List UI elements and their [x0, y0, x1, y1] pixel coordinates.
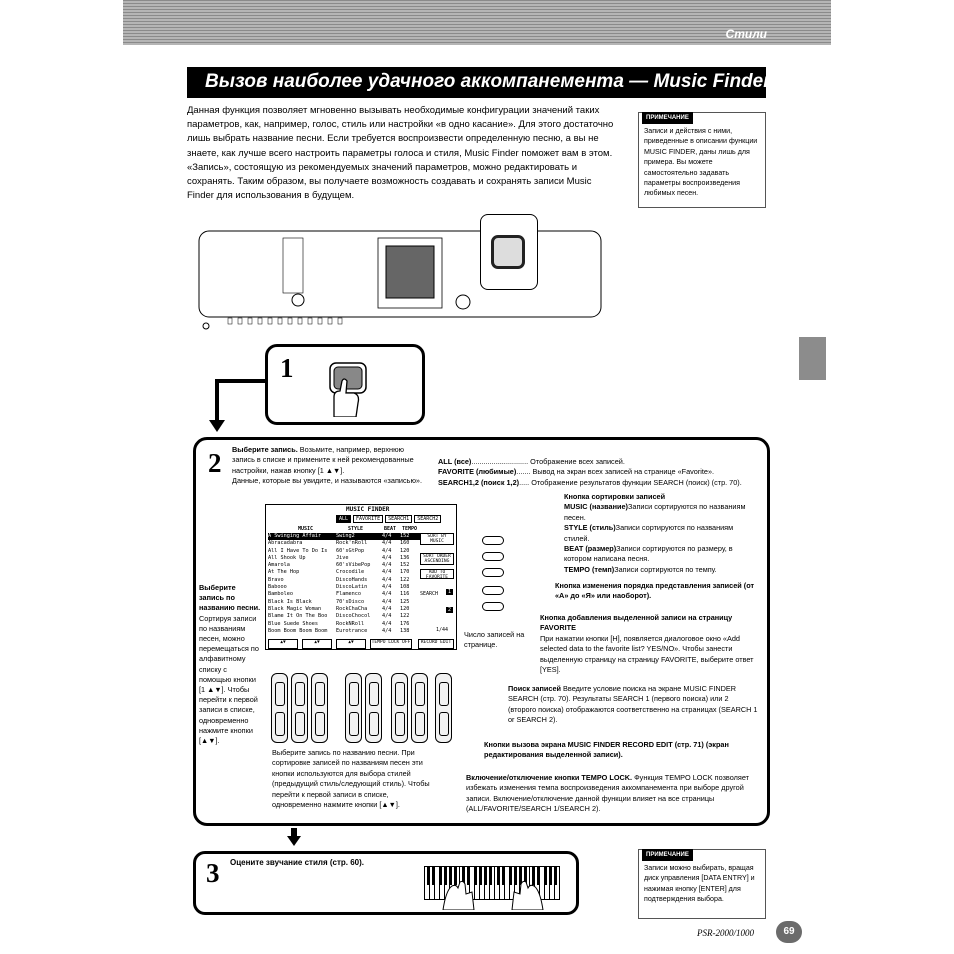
- table-cell: Boom Boom Boom Boom: [268, 627, 328, 634]
- page-number: 69: [776, 921, 802, 943]
- sort-beat-desc: Записи сортируются по размеру, в котором написана песня.: [564, 544, 733, 564]
- table-cell: 60'sGtPop: [336, 547, 365, 554]
- sort-beat-label: BEAT (размер): [564, 544, 617, 554]
- table-cell: All I Have To Do Is: [268, 547, 328, 554]
- sort-by-button[interactable]: SORT BY MUSIC: [420, 533, 454, 545]
- updown-button-3[interactable]: ▲▼: [336, 639, 366, 649]
- column-header: BEAT: [384, 526, 397, 532]
- step-number: 1: [280, 353, 294, 383]
- table-cell: Black Magic Woman: [268, 605, 322, 612]
- sort-music-desc: Записи сортируются по названиям песен.: [564, 502, 746, 522]
- search-label: SEARCH: [420, 591, 439, 597]
- table-cell: 4/4: [382, 613, 392, 620]
- search-label: SEARCH1,2 (поиск 1,2): [438, 477, 520, 487]
- table-cell: Bravo: [268, 576, 284, 583]
- table-cell: A Swinging Affair: [268, 533, 322, 539]
- panel-button[interactable]: [291, 673, 308, 743]
- arrow-down-icon: [287, 828, 301, 848]
- table-row[interactable]: [268, 577, 420, 584]
- updown-button-1[interactable]: ▲▼: [268, 639, 298, 649]
- table-row[interactable]: [268, 584, 420, 591]
- table-cell: 4/4: [382, 591, 392, 598]
- step-number: 3: [206, 858, 220, 888]
- button-illustration: [491, 235, 525, 269]
- table-cell: 152: [400, 562, 410, 569]
- table-cell: 176: [400, 620, 410, 627]
- table-cell: DiscoLatin: [336, 584, 368, 591]
- tab-favorite[interactable]: FAVORITE: [353, 515, 383, 523]
- table-cell: At The Hop: [268, 569, 300, 576]
- table-row[interactable]: [268, 606, 420, 613]
- table-cell: Flamenco: [336, 591, 361, 598]
- table-cell: 136: [400, 554, 410, 561]
- all-label: ALL (все): [438, 457, 472, 466]
- table-cell: RockNRoll: [336, 620, 365, 627]
- column-header: STYLE: [348, 526, 364, 532]
- note-box-2: [638, 849, 766, 919]
- table-cell: 160: [400, 540, 410, 547]
- table-row[interactable]: [268, 569, 420, 576]
- sort-tempo-label: TEMPO (темп): [564, 564, 615, 574]
- screen-title: MUSIC FINDER: [346, 506, 390, 513]
- panel-button[interactable]: [365, 673, 382, 743]
- table-cell: DiscoChocol: [336, 613, 371, 620]
- intro-paragraph: Данная функция позволяет мгновенно вызывать необходимые конфигурации значений таких параметров, как, например, голос, стиль или настройки «в одно касание». Для этого достаточно лишь выбрать название песни. Если требуется воспроизвести определенную песню, а вы не знаете, как лучше всего настроить параметры голоса и стиля, Music Finder поможет вам в этом. «Запись», состоящую из рекомендуемых значений параметров, можно редактировать и сохранять. Таким образом, вы получаете возможность создавать и сохранять записи Music Finder для использования в будущем.: [187, 105, 614, 202]
- count-description: Число записей на странице.: [464, 630, 525, 650]
- table-row[interactable]: [268, 562, 420, 569]
- table-cell: 122: [400, 613, 410, 620]
- left-title: Выберите запись по названию песни.: [199, 583, 261, 613]
- search-text: Введите условие поиска на экране MUSIC FINDER SEARCH (стр. 70). Результаты SEARCH 1 (первого поиска) или 2 (второго поиска) отображаются соответственно на страницах (SEARCH 1 or SEARCH 2).: [508, 684, 758, 725]
- table-row[interactable]: [268, 628, 420, 635]
- table-cell: 4/4: [382, 605, 392, 612]
- table-cell: Abracadabra: [268, 540, 303, 547]
- order-description: Кнопка изменения порядка представления записей (от «А» до «Я» или наоборот).: [555, 581, 755, 601]
- table-row[interactable]: [268, 613, 420, 620]
- search-2-button[interactable]: 2: [448, 607, 452, 613]
- favorite-add-text: При нажатии кнопки [H], появляется диалоговое окно «Add selected data to the favorite list? YES/NO». Чтобы занести выделенную страницу на страницу FAVORITE, выберите ответ [YES].: [540, 633, 754, 675]
- tab-search1[interactable]: SEARCH1: [385, 515, 412, 523]
- table-cell: Rock'nRoll: [336, 540, 368, 547]
- table-cell: Jive: [336, 554, 349, 561]
- table-cell: Amarola: [268, 562, 290, 569]
- panel-button[interactable]: [435, 673, 452, 743]
- table-cell: 116: [400, 591, 410, 598]
- panel-zoom-callout: [480, 214, 538, 290]
- panel-button[interactable]: [311, 673, 328, 743]
- panel-button[interactable]: [391, 673, 408, 743]
- table-cell: 152: [400, 533, 410, 539]
- table-cell: Swing2: [336, 533, 355, 539]
- table-cell: 138: [400, 627, 410, 634]
- header-bar: [123, 0, 831, 45]
- tempo-lock-title: Включение/отключение кнопки TEMPO LOCK.: [466, 773, 633, 782]
- side-button[interactable]: [482, 536, 504, 545]
- tempo-lock-text: Функция TEMPO LOCK позволяет избежать изменения темпа воспроизведения аккомпанемента при выборе другой записи. Включение/отключение данной функции влияет на все страницы (ALL/FAVORITE/SEARCH 1/SEARCH 2).: [466, 773, 749, 814]
- column-header: MUSIC: [298, 526, 314, 532]
- column-header: TEMPO: [402, 526, 418, 532]
- step-number: 2: [208, 448, 222, 478]
- keyboard-panel-illustration: [198, 230, 602, 330]
- table-cell: 4/4: [382, 533, 392, 539]
- select-record-desc2: Данные, которые вы увидите, и называются «записью».: [232, 476, 423, 486]
- sort-title: Кнопка сортировки записей: [564, 492, 666, 501]
- bottom-buttons-description: Выберите запись по названию песни. При сортировке записей по названиям песен эти кнопки используются для выбора стилей (предыдущий стиль/следующий стиль). Чтобы перейти к первой записи в списке, одновременно нажмите кнопки [▲▼].: [272, 748, 430, 810]
- table-cell: 4/4: [382, 547, 392, 554]
- select-record-desc: Возьмите, например, верхнюю запись в списке и примените к ней рекомендованные настройки, нажав кнопку [1 ▲▼].: [232, 445, 414, 475]
- favorite-desc: Вывод на экран всех записей на странице «Favorite».: [532, 467, 715, 477]
- table-cell: Eurotrance: [336, 627, 368, 634]
- side-button[interactable]: [482, 552, 504, 561]
- note-tag: ПРИМЕЧАНИЕ: [642, 849, 693, 861]
- table-row[interactable]: [268, 621, 420, 628]
- panel-button[interactable]: [411, 673, 428, 743]
- search-title: Поиск записей: [508, 684, 562, 693]
- table-cell: 4/4: [382, 562, 392, 569]
- section-title: Стили: [725, 27, 767, 41]
- table-row[interactable]: [268, 599, 420, 606]
- panel-buttons: [265, 673, 455, 743]
- side-button[interactable]: [482, 568, 504, 577]
- sort-description: [564, 492, 760, 575]
- table-row[interactable]: [268, 540, 420, 547]
- note-tag: ПРИМЕЧАНИЕ: [642, 112, 693, 124]
- search-desc: Отображение результатов функции SEARCH (поиск) (стр. 70).: [531, 477, 742, 487]
- updown-button-2[interactable]: ▲▼: [302, 639, 332, 649]
- hand-press-icon: [320, 361, 372, 417]
- tempo-lock-description: [466, 773, 760, 815]
- record-edit-button[interactable]: RECORD EDIT: [418, 639, 454, 649]
- table-cell: 70'sDisco: [336, 598, 365, 605]
- table-cell: Bamboleo: [268, 591, 293, 598]
- record-count: 1/44: [436, 627, 449, 633]
- side-button[interactable]: [482, 586, 504, 595]
- step-1-box: [265, 344, 425, 425]
- table-cell: 4/4: [382, 584, 392, 591]
- left-description: [199, 583, 261, 746]
- table-cell: 120: [400, 605, 410, 612]
- tab-all[interactable]: ALL: [336, 515, 351, 523]
- left-text: Сортируя записи по названиям песен, можно перемещаться по алфавитному списку с помощью кнопки [1 ▲▼]. Чтобы перейти к первой записи в списке, одновременно нажмите кнопки [▲▼].: [199, 613, 259, 746]
- table-cell: Blame It On The Boo: [268, 613, 328, 620]
- tab-descriptions: ALL (все)............................ Отображение всех записей. FAVORITE (любимые)....... Вывод на экран всех записей на странице «Favorite». SEARCH1,2 (поиск 1,2)..... Отображение результатов функции SEARCH (поиск) (стр. 70).: [438, 457, 742, 487]
- page-title: Вызов наиболее удачного аккомпанемента — Music Finder: [205, 71, 771, 92]
- table-cell: 170: [400, 569, 410, 576]
- panel-button[interactable]: [271, 673, 288, 743]
- search-description: [508, 684, 758, 726]
- table-cell: 4/4: [382, 569, 392, 576]
- all-desc: Отображение всех записей.: [530, 457, 625, 466]
- panel-button[interactable]: [345, 673, 362, 743]
- table-cell: Blue Suede Shoes: [268, 620, 318, 627]
- search-1-button[interactable]: 1: [448, 589, 452, 595]
- table-cell: Crocodile: [336, 569, 365, 576]
- table-cell: 4/4: [382, 620, 392, 627]
- table-cell: 4/4: [382, 540, 392, 547]
- record-list: [268, 533, 420, 635]
- sort-style-label: STYLE (стиль): [564, 523, 616, 533]
- table-cell: DiscoHands: [336, 576, 368, 583]
- table-cell: 122: [400, 576, 410, 583]
- hands-icon: [438, 880, 548, 910]
- favorite-label: FAVORITE (любимые): [438, 467, 517, 477]
- edit-description: Кнопки вызова экрана MUSIC FINDER RECORD EDIT (стр. 71) (экран редактирования выделенной записи).: [484, 740, 729, 760]
- favorite-add-title: Кнопка добавления выделенной записи на страницу FAVORITE: [540, 613, 733, 633]
- table-row[interactable]: [268, 533, 420, 540]
- table-cell: 4/4: [382, 627, 392, 634]
- add-favorite-button[interactable]: ADD TO FAVORITE: [420, 569, 454, 579]
- table-row[interactable]: [268, 555, 420, 562]
- note-box-1: [638, 112, 766, 208]
- side-tab: [799, 337, 826, 380]
- table-cell: 4/4: [382, 598, 392, 605]
- table-cell: RockChaCha: [336, 605, 368, 612]
- table-row[interactable]: [268, 548, 420, 555]
- screen-tabs: [336, 515, 441, 523]
- arrow-down-icon: [209, 420, 225, 434]
- table-cell: 60'sVibePop: [336, 562, 371, 569]
- tab-search2[interactable]: SEARCH2: [414, 515, 441, 523]
- note-text: Записи можно выбирать, вращая диск управления [DATA ENTRY] и нажимая кнопку [ENTER] для подтверждения выбора.: [644, 864, 755, 904]
- favorite-add-description: [540, 613, 758, 675]
- note-text: Записи и действия с ними, приведенные в описании функции MUSIC FINDER, даны лишь для примера. Вы можете самостоятельно задавать параметры воспроизведения любимых песен.: [644, 127, 758, 198]
- table-row[interactable]: [268, 591, 420, 598]
- table-cell: Babooo: [268, 584, 287, 591]
- table-cell: 120: [400, 547, 410, 554]
- table-cell: 4/4: [382, 554, 392, 561]
- sort-order-button[interactable]: SORT ORDER ASCENDING: [420, 553, 454, 565]
- music-finder-screen: [265, 504, 457, 650]
- sort-music-label: MUSIC (название): [564, 502, 628, 512]
- model-name: PSR-2000/1000: [697, 928, 754, 938]
- table-cell: Black Is Black: [268, 598, 312, 605]
- table-cell: All Shook Up: [268, 554, 306, 561]
- select-record-title: Выберите запись.: [232, 445, 298, 454]
- table-cell: 108: [400, 584, 410, 591]
- sort-tempo-desc: Записи сортируются по темпу.: [614, 564, 717, 574]
- arrow-line: [215, 379, 265, 383]
- title-bar: [187, 67, 771, 98]
- select-record-text: [232, 445, 422, 487]
- table-cell: 125: [400, 598, 410, 605]
- sort-style-desc: Записи сортируются по названиям стилей.: [564, 523, 734, 543]
- arrow-line: [215, 379, 219, 426]
- side-button[interactable]: [482, 602, 504, 611]
- table-cell: 4/4: [382, 576, 392, 583]
- step-3-text: Оцените звучание стиля (стр. 60).: [230, 858, 364, 867]
- tempo-lock-button[interactable]: TEMPO LOCK OFF: [370, 639, 412, 649]
